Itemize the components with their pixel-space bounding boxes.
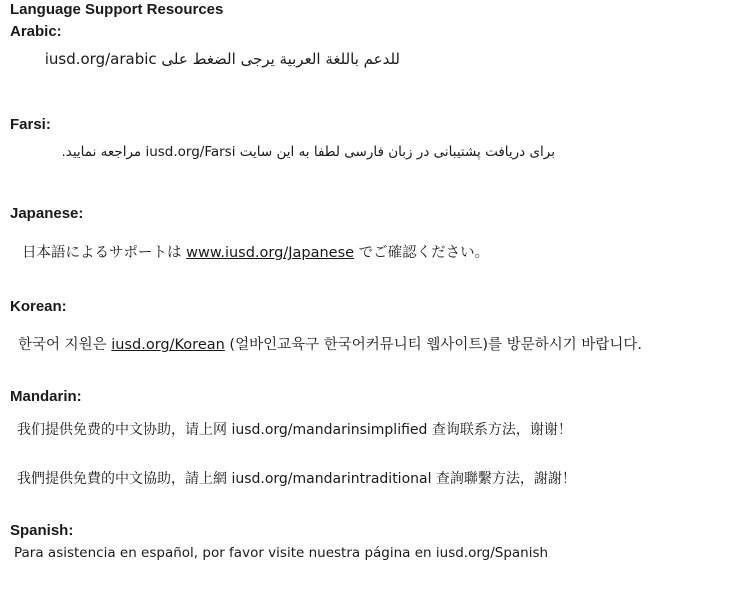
arabic-heading: Arabic:: [10, 23, 62, 40]
japanese-heading: Japanese:: [10, 205, 84, 222]
korean-text-after: (얼바인교육구 한국어커뮤니티 웹사이트)를 방문하시기 바랍니다.: [224, 337, 642, 353]
korean-text-before: 한국어 지원은: [18, 337, 112, 353]
page-title: Language Support Resources: [10, 1, 224, 18]
japanese-link[interactable]: www.iusd.org/Japanese: [186, 245, 355, 261]
farsi-text: برای دریافت پشتیبانی در زبان فارسی لطفا به این سایت iusd.org/Farsi مراجعه نمایید.: [61, 144, 555, 160]
japanese-text-before: 日本語によるサポートは: [22, 245, 187, 261]
spanish-text: Para asistencia en español, por favor visite nuestra página en iusd.org/Spanish: [14, 545, 549, 561]
mandarin-traditional-text: 我們提供免費的中文協助，請上網 iusd.org/mandarintraditional 查詢聯繫方法，謝謝！: [17, 471, 576, 487]
japanese-text-after: でご確認ください。: [354, 245, 490, 261]
spanish-heading: Spanish:: [10, 522, 74, 539]
korean-text: [18, 333, 642, 354]
farsi-heading: Farsi:: [10, 116, 51, 133]
korean-heading: Korean:: [10, 298, 67, 315]
mandarin-heading: Mandarin:: [10, 388, 82, 405]
mandarin-simplified-text: 我们提供免费的中文协助，请上网 iusd.org/mandarinsimplified 查询联系方法，谢谢！: [17, 422, 572, 438]
japanese-text: [22, 241, 489, 262]
korean-link[interactable]: iusd.org/Korean: [111, 337, 225, 353]
arabic-text: للدعم باللغة العربية يرجى الضغط على iusd.org/arabic: [44, 50, 400, 68]
